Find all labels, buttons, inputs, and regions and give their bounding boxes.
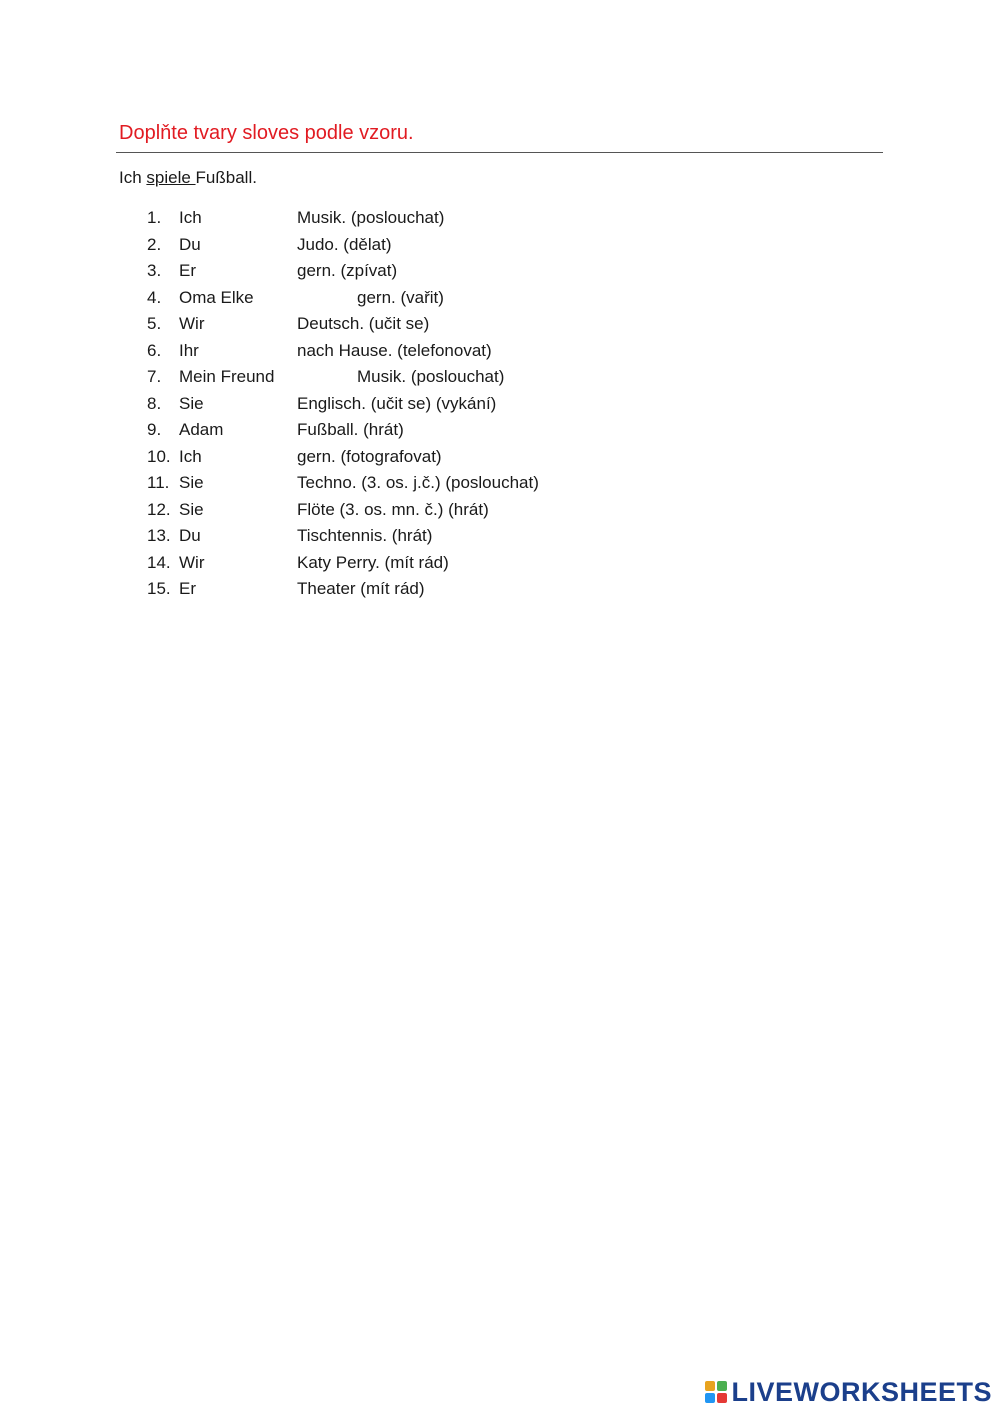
item-rest: Tischtennis. (hrát) [297, 526, 433, 545]
example-before: Ich [119, 168, 147, 187]
logo-square [717, 1381, 727, 1391]
logo-grid-icon [705, 1381, 727, 1403]
item-subject: Du [179, 526, 201, 545]
item-subject: Sie [179, 499, 204, 519]
item-subject: Er [179, 579, 196, 598]
item-rest: Flöte (3. os. mn. č.) (hrát) [297, 499, 489, 519]
logo-text: LIVEWORKSHEETS [731, 1376, 992, 1407]
item-rest: gern. (fotografovat) [297, 446, 442, 466]
item-subject: Oma Elke [179, 287, 254, 307]
item-rest: Deutsch. (učit se) [297, 314, 430, 333]
list-item [0, 471, 1000, 495]
list-item [0, 392, 1000, 416]
logo-square [705, 1381, 715, 1391]
item-subject: Du [179, 234, 201, 254]
item-number: 6. [147, 340, 162, 360]
list-item [0, 312, 1000, 336]
item-number: 10. [147, 446, 171, 466]
item-number: 8. [147, 393, 162, 413]
item-subject: Ihr [179, 340, 199, 360]
item-number: 1. [147, 208, 162, 227]
item-subject: Sie [179, 473, 204, 492]
title-divider [116, 152, 883, 153]
item-rest: Katy Perry. (mít rád) [297, 552, 449, 572]
item-rest: Musik. (poslouchat) [297, 208, 445, 227]
list-item [0, 418, 1000, 442]
list-item [0, 206, 1000, 230]
item-subject: Adam [179, 420, 224, 439]
list-item [0, 365, 1000, 389]
item-rest: Judo. (dělat) [297, 234, 392, 254]
item-number: 15. [147, 579, 171, 598]
item-number: 11. [147, 473, 170, 492]
item-number: 2. [147, 234, 162, 254]
item-subject: Sie [179, 393, 204, 413]
item-subject: Mein Freund [179, 367, 275, 386]
list-item [0, 524, 1000, 548]
item-rest: Fußball. (hrát) [297, 420, 404, 439]
list-item [0, 577, 1000, 601]
item-rest: Musik. (poslouchat) [357, 367, 505, 386]
logo-square [717, 1393, 727, 1403]
item-rest: nach Hause. (telefonovat) [297, 340, 492, 360]
item-number: 9. [147, 420, 162, 439]
item-number: 7. [147, 367, 162, 386]
item-subject: Ich [179, 208, 202, 227]
item-rest: Theater (mít rád) [297, 579, 425, 598]
item-number: 13. [147, 526, 171, 545]
item-subject: Wir [179, 314, 205, 333]
item-number: 12. [147, 499, 171, 519]
example-after: Fußball. [195, 168, 257, 187]
item-rest: gern. (vařit) [357, 287, 444, 307]
example-sentence [119, 168, 257, 188]
item-subject: Ich [179, 446, 202, 466]
list-item [0, 445, 1000, 469]
list-item [0, 286, 1000, 310]
list-item [0, 339, 1000, 363]
item-subject: Er [179, 261, 196, 280]
item-number: 5. [147, 314, 162, 333]
item-number: 4. [147, 287, 162, 307]
item-rest: Englisch. (učit se) (vykání) [297, 393, 497, 413]
item-number: 3. [147, 261, 162, 280]
example-underlined-verb: spiele [146, 168, 196, 187]
page-title: Doplňte tvary sloves podle vzoru. [119, 122, 414, 144]
logo-square [705, 1393, 715, 1403]
list-item [0, 498, 1000, 522]
item-number: 14. [147, 552, 171, 572]
list-item [0, 551, 1000, 575]
liveworksheets-logo[interactable] [705, 1377, 992, 1407]
list-item [0, 233, 1000, 257]
item-rest: gern. (zpívat) [297, 261, 398, 280]
list-item [0, 259, 1000, 283]
item-subject: Wir [179, 552, 205, 572]
item-rest: Techno. (3. os. j.č.) (poslouchat) [297, 473, 539, 492]
